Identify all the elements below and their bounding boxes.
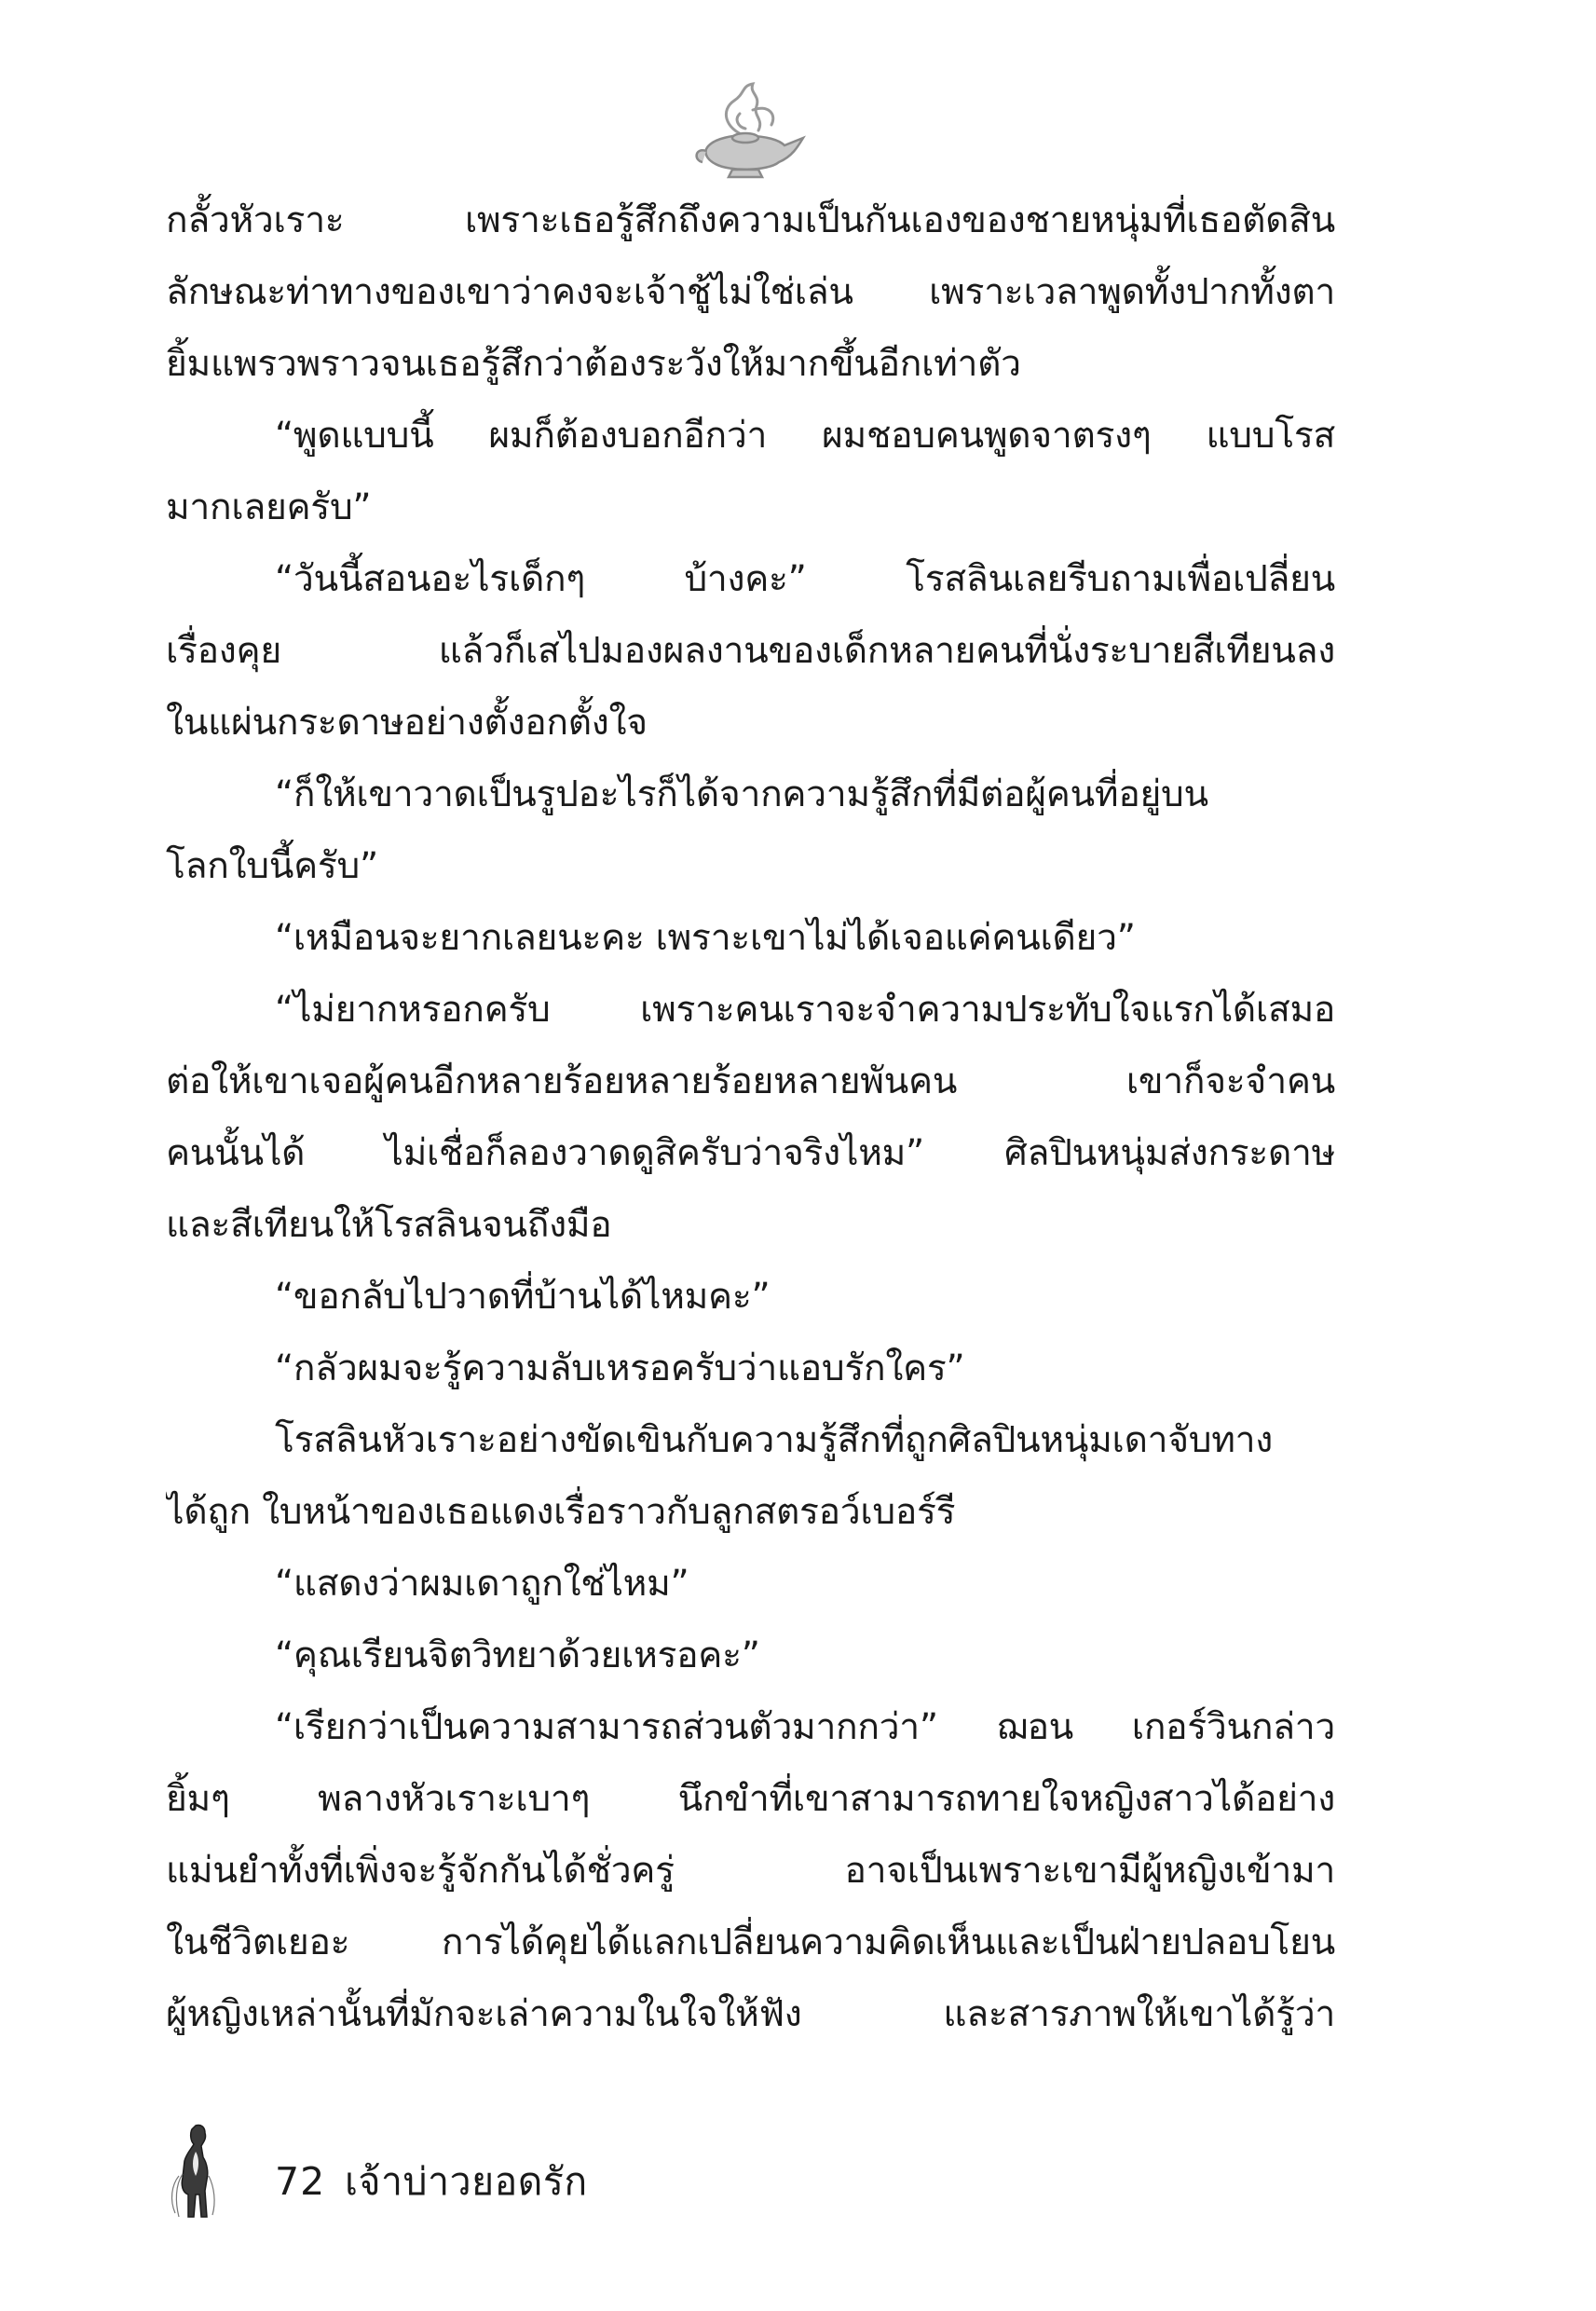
text-line: กลั้วหัวเราะ เพราะเธอรู้สึกถึงความเป็นกันเองของชายหนุ่มที่เธอตัดสิน [166,199,1335,241]
text-line: “คุณเรียนจิตวิทยาด้วยเหรอคะ” [275,1634,760,1676]
text-line: ยิ้มแพรวพราวจนเธอรู้สึกว่าต้องระวังให้มากขึ้นอีกเท่าตัว [166,343,1021,385]
text-line: ลักษณะท่าทางของเขาว่าคงจะเจ้าชู้ไม่ใช่เล่น เพราะเวลาพูดทั้งปากทั้งตา [166,271,1335,313]
text-line: มากเลยครับ” [166,486,372,528]
text-line: “ไม่ยากหรอกครับ เพราะคนเราจะจำความประทับใจแรกได้เสมอ [275,989,1335,1031]
horse-icon [158,2120,224,2222]
text-line: “พูดแบบนี้ ผมก็ต้องบอกอีกว่า ผมชอบคนพูดจาตรงๆ แบบโรส [275,415,1335,457]
text-line: ยิ้มๆ พลางหัวเราะเบาๆ นึกขำที่เขาสามารถทายใจหญิงสาวได้อย่าง [166,1778,1335,1820]
genie-lamp-icon [688,82,809,185]
page-number: 72 [275,2159,326,2204]
text-line: “วันนี้สอนอะไรเด็กๆ บ้างคะ” โรสลินเลยรีบถามเพื่อเปลี่ยน [275,558,1335,600]
text-line: โรสลินหัวเราะอย่างขัดเขินกับความรู้สึกที่ถูกศิลปินหนุ่มเดาจับทาง [275,1419,1273,1461]
text-line: “เหมือนจะยากเลยนะคะ เพราะเขาไม่ได้เจอแค่คนเดียว” [275,917,1136,959]
text-line: เรื่องคุย แล้วก็เสไปมองผลงานของเด็กหลายคนที่นั่งระบายสีเทียนลง [166,630,1335,672]
text-line: “เรียกว่าเป็นความสามารถส่วนตัวมากกว่า” ฌอน เกอร์วินกล่าว [275,1706,1335,1748]
text-line: แม่นยำทั้งที่เพิ่งจะรู้จักกันได้ชั่วครู่ อาจเป็นเพราะเขามีผู้หญิงเข้ามา [166,1850,1335,1892]
body-text [166,185,1335,2050]
text-line: ในแผ่นกระดาษอย่างตั้งอกตั้งใจ [166,702,648,744]
text-line: และสีเทียนให้โรสลินจนถึงมือ [166,1204,612,1246]
text-line: คนนั้นได้ ไม่เชื่อก็ลองวาดดูสิครับว่าจริงไหม” ศิลปินหนุ่มส่งกระดาษ [166,1132,1335,1174]
text-line: “ขอกลับไปวาดที่บ้านได้ไหมคะ” [275,1276,771,1318]
text-line: ได้ถูก ใบหน้าของเธอแดงเรื่อราวกับลูกสตรอว์เบอร์รี [166,1491,956,1533]
text-line: “แสดงว่าผมเดาถูกใช่ไหม” [275,1563,689,1605]
book-title: เจ้าบ่าวยอดรัก [345,2159,588,2204]
text-line: “กลัวผมจะรู้ความลับเหรอครับว่าแอบรักใคร” [275,1347,965,1389]
text-line: ผู้หญิงเหล่านั้นที่มักจะเล่าความในใจให้ฟัง และสารภาพให้เขาได้รู้ว่า [166,1993,1335,2035]
text-line: ในชีวิตเยอะ การได้คุยได้แลกเปลี่ยนความคิดเห็นและเป็นฝ่ายปลอบโยน [166,1921,1335,1963]
page-footer [158,2120,717,2222]
text-line: โลกใบนี้ครับ” [166,845,378,887]
text-line: ต่อให้เขาเจอผู้คนอีกหลายร้อยหลายร้อยหลายพันคน เขาก็จะจำคน [166,1060,1335,1102]
text-line: “ก็ให้เขาวาดเป็นรูปอะไรก็ได้จากความรู้สึกที่มีต่อผู้คนที่อยู่บน [275,773,1208,815]
